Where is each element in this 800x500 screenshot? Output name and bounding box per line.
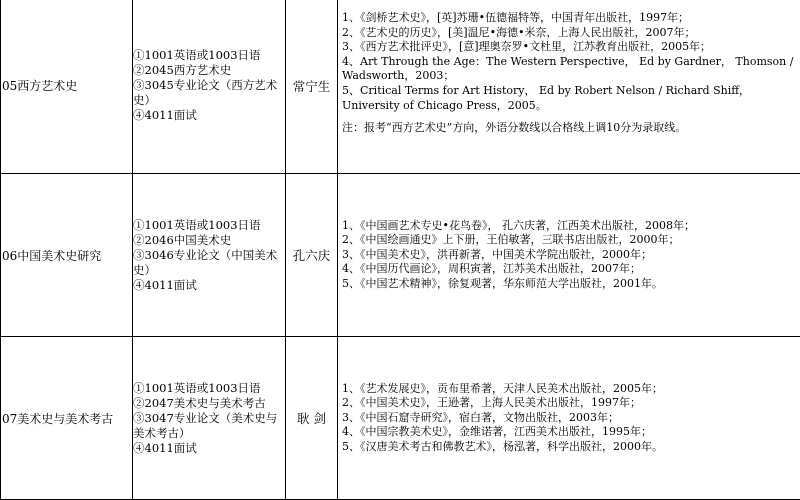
subject-item: ①1001英语或1003日语 (133, 218, 285, 233)
reference-item: 2、《中国美术史》，王逊著，上海人民美术出版社，1997年； (342, 396, 798, 411)
subjects-cell (133, 0, 286, 174)
table-row (1, 0, 800, 174)
subject-item: ④4011面试 (133, 441, 285, 456)
references-cell (338, 174, 800, 337)
table-row (1, 337, 800, 500)
subject-item: ③3046专业论文（中国美术史） (133, 248, 285, 278)
reference-item: 3、《西方艺术批评史》，[意]理奥奈罗•文杜里，江苏教育出版社，2005年； (342, 40, 798, 55)
tutor-cell: 常宁生 (286, 0, 338, 174)
reference-item: 3、《中国石窟寺研究》，宿白著，文物出版社，2003年； (342, 411, 798, 426)
subject-item: ①1001英语或1003日语 (133, 48, 285, 63)
reference-item: 4、Art Through the Age：The Western Perspective， Ed by Gardner， Thomson / Wadsworth，2003； (342, 55, 798, 84)
subject-item: ④4011面试 (133, 108, 285, 123)
subject-item: ③3047专业论文（美术史与美术考古） (133, 411, 285, 441)
subject-item: ②2046中国美术史 (133, 233, 285, 248)
reference-item: 1、《中国画艺术专史•花鸟卷》， 孔六庆著，江西美术出版社，2008年； (342, 219, 798, 234)
tutor-cell: 孔六庆 (286, 174, 338, 337)
admission-note: 注：报考“西方艺术史”方向，外语分数线以合格线上调10分为录取线。 (342, 121, 798, 136)
reference-item: 3、《中国美术史》，洪再新著，中国美术学院出版社，2000年； (342, 248, 798, 263)
reference-item: 1、《剑桥艺术史》，[英]苏珊•伍德福特等，中国青年出版社，1997年； (342, 11, 798, 26)
reference-item: 1、《艺术发展史》，贡布里希著，天津人民美术出版社，2005年； (342, 382, 798, 397)
subject-item: ①1001英语或1003日语 (133, 381, 285, 396)
references-cell (338, 0, 800, 174)
direction-cell: 05西方艺术史 (1, 0, 133, 174)
reference-item: 4、《中国历代画论》，周积寅著，江苏美术出版社，2007年； (342, 262, 798, 277)
reference-item: 5、《中国艺术精神》，徐复观著，华东师范大学出版社，2001年。 (342, 277, 798, 292)
reference-item: 2、《中国绘画通史》上下册，王伯敏著，三联书店出版社，2000年； (342, 233, 798, 248)
direction-cell: 07美术史与美术考古 (1, 337, 133, 500)
subject-item: ②2045西方艺术史 (133, 63, 285, 78)
subject-item: ④4011面试 (133, 278, 285, 293)
reference-item: 4、《中国宗教美术史》，金维诺著，江西美术出版社，1995年； (342, 425, 798, 440)
subject-item: ②2047美术史与美术考古 (133, 396, 285, 411)
reference-item: 5、Critical Terms for Art History， Ed by Robert Nelson / Richard Shiff， University of Chicago Press，2005。 (342, 84, 798, 113)
tutor-cell: 耿 剑 (286, 337, 338, 500)
references-cell (338, 337, 800, 500)
subjects-cell (133, 337, 286, 500)
reference-item: 5、《汉唐美术考古和佛教艺术》，杨泓著，科学出版社，2000年。 (342, 440, 798, 455)
reference-item: 2、《艺术史的历史》，[美]温尼•海德•米奈，上海人民出版社，2007年； (342, 26, 798, 41)
subject-item: ③3045专业论文（西方艺术史） (133, 78, 285, 108)
direction-cell: 06中国美术史研究 (1, 174, 133, 337)
subjects-cell (133, 174, 286, 337)
table-row (1, 174, 800, 337)
